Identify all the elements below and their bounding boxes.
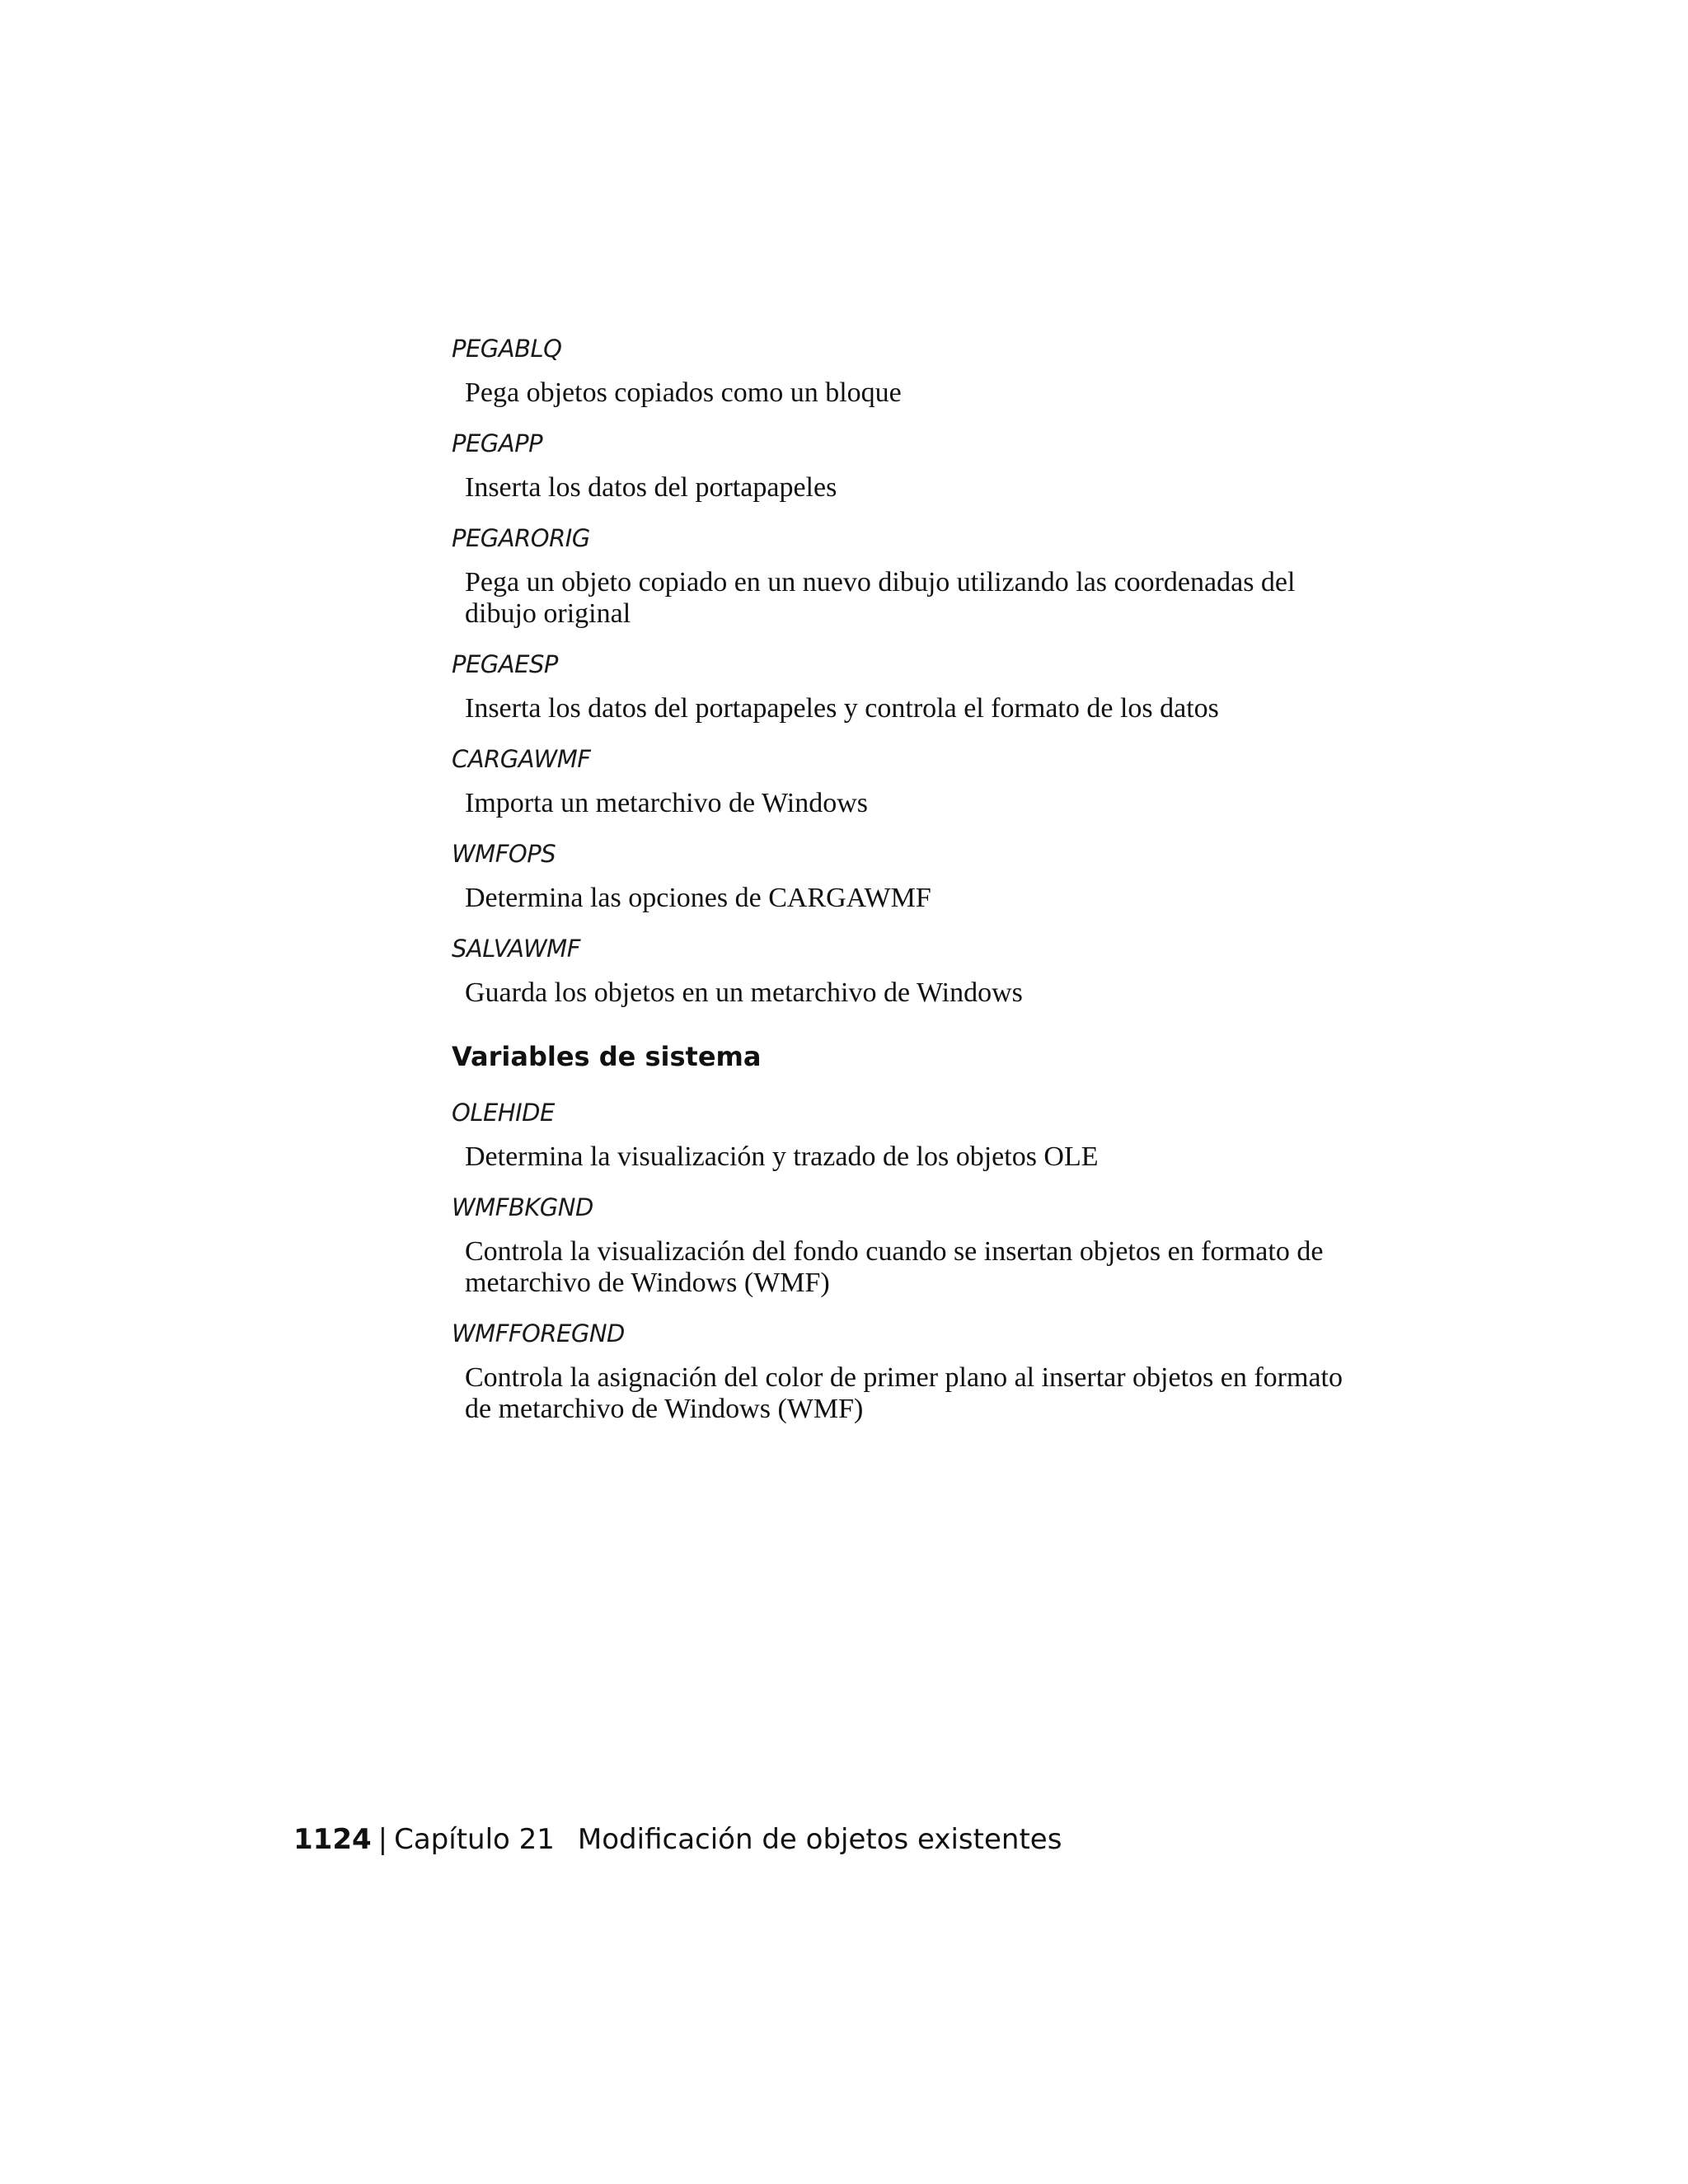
page-number: 1124 <box>293 1823 372 1856</box>
command-entry <box>452 839 1350 914</box>
section-heading: Variables de sistema <box>452 1041 762 1072</box>
command-entry <box>452 744 1350 819</box>
footer-separator: | <box>377 1823 388 1856</box>
variable-entry <box>452 1319 1350 1425</box>
command-entry <box>452 334 1350 409</box>
variable-description: Determina la visualización y trazado de los objetos OLE <box>465 1141 1099 1172</box>
command-description: Pega objetos copiados como un bloque <box>465 377 902 408</box>
variable-entry <box>452 1193 1350 1299</box>
command-entry <box>452 934 1350 1009</box>
command-description: Importa un metarchivo de Windows <box>465 788 868 818</box>
command-description: Determina las opciones de CARGAWMF <box>465 883 931 913</box>
command-term: SALVAWMF <box>452 935 580 963</box>
command-entry <box>452 649 1350 724</box>
command-term: PEGABLQ <box>452 335 562 363</box>
chapter-label: Capítulo 21 <box>394 1823 555 1856</box>
command-term: WMFOPS <box>452 840 556 868</box>
command-description: Inserta los datos del portapapeles y controla el formato de los datos <box>465 693 1219 724</box>
command-term: PEGAESP <box>452 650 558 678</box>
variable-description: Controla la visualización del fondo cuando se insertan objetos en formato de metarchivo de Windows (WMF) <box>465 1236 1324 1298</box>
variable-term: WMFBKGND <box>452 1193 593 1221</box>
variable-term: WMFFOREGND <box>452 1319 625 1347</box>
variable-term: OLEHIDE <box>452 1099 555 1127</box>
command-description: Guarda los objetos en un metarchivo de Windows <box>465 977 1023 1008</box>
command-term: PEGARORIG <box>452 524 590 552</box>
chapter-title: Modificación de objetos existentes <box>577 1823 1062 1856</box>
command-description: Pega un objeto copiado en un nuevo dibujo utilizando las coordenadas del dibujo original <box>465 567 1296 629</box>
page-footer <box>293 1821 1062 1858</box>
command-description: Inserta los datos del portapapeles <box>465 472 837 503</box>
variable-entry <box>452 1098 1350 1173</box>
command-entry <box>452 523 1350 630</box>
command-term: CARGAWMF <box>452 745 591 773</box>
page-content <box>452 334 1350 1445</box>
command-entry <box>452 429 1350 504</box>
command-term: PEGAPP <box>452 429 543 457</box>
variable-description: Controla la asignación del color de primer plano al insertar objetos en formato de metarchivo de Windows (WMF) <box>465 1362 1343 1424</box>
